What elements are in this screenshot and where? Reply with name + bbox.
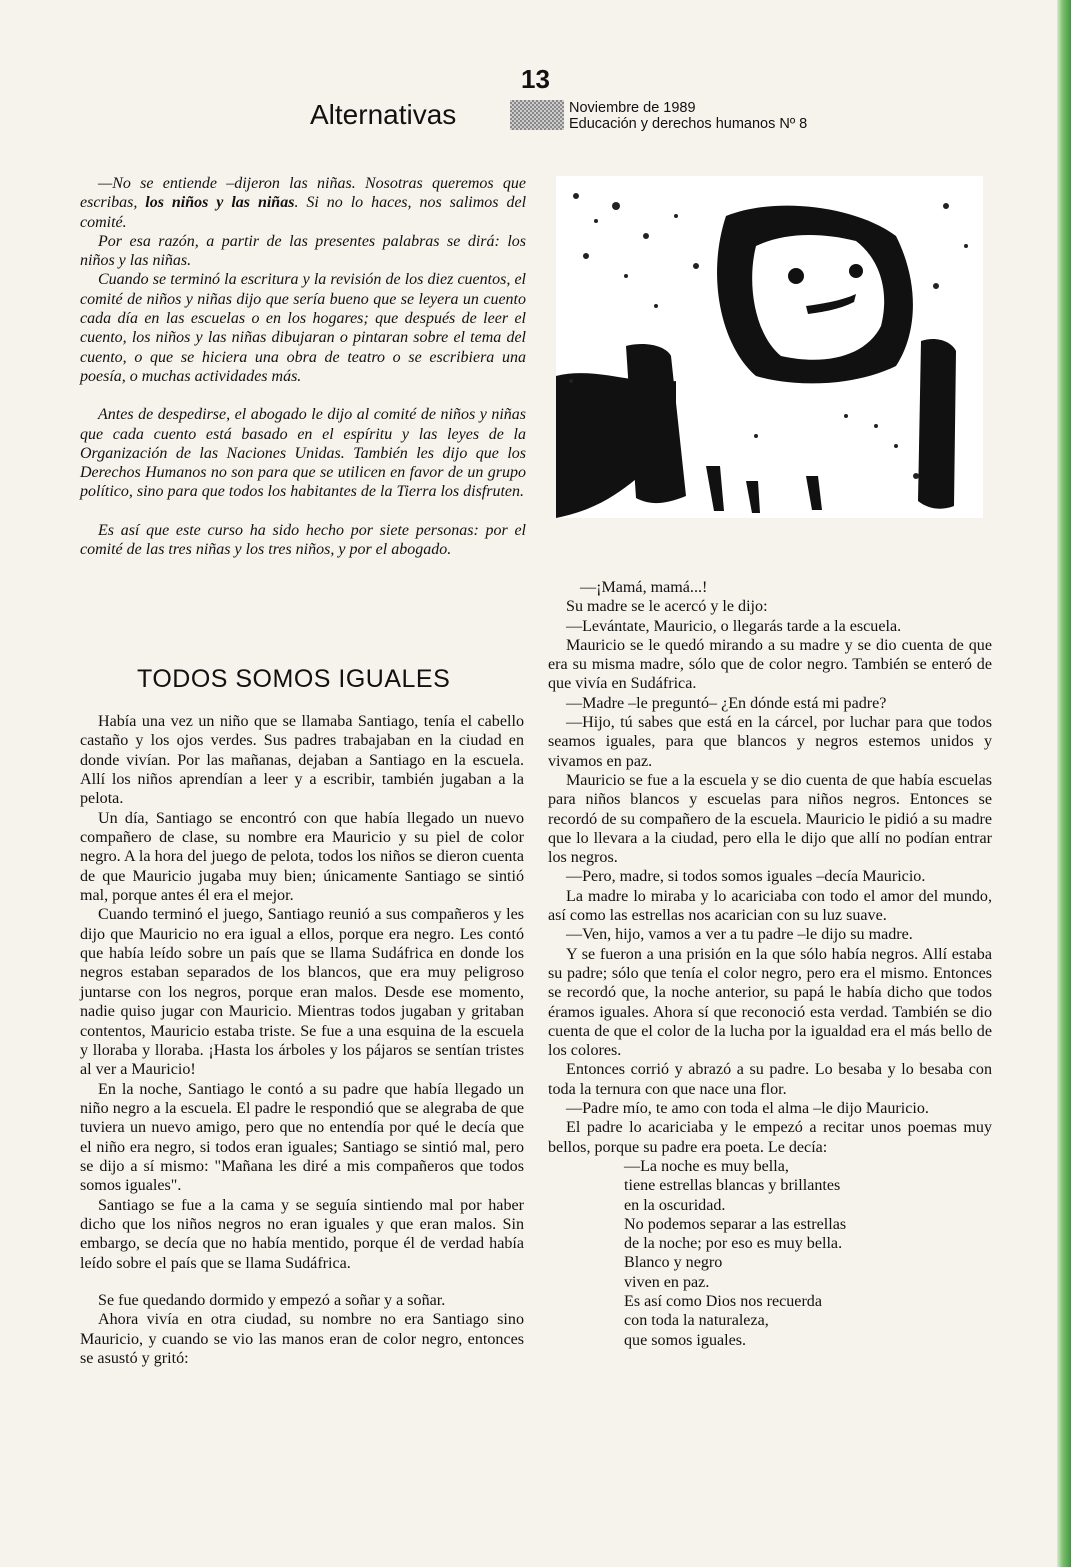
intro-paragraph: Cuando se terminó la escritura y la revisión de los diez cuentos, el comité de niños y niñas dijo que sería bueno que se leyera un cuento cada día en las escuelas o en los hogares; que después de leer el cuento, los niños y las niñas dibujaran o pintaran sobre el tema del cuento, o que se hiciera una obra de teatro o se escribiera una poesía, o muchas actividades más. xyxy=(80,271,526,385)
issue-section: Educación y derechos humanos Nº 8 xyxy=(569,116,808,132)
intro-emphasis: los niños y las niñas xyxy=(145,194,295,212)
story-paragraph: Se fue quedando dormido y empezó a soñar y a soñar. xyxy=(98,1291,446,1309)
story-paragraph: La madre lo miraba y lo acariciaba con todo el amor del mundo, así como las estrellas nos acarician con su luz suave. xyxy=(548,887,992,925)
intro-paragraph: Por esa razón, a partir de las presentes palabras se dirá: los niños y las niñas. xyxy=(80,232,526,270)
masthead-pattern xyxy=(510,100,564,130)
story-paragraph: Mauricio se le quedó mirando a su madre y se dio cuenta de que era su misma madre, sólo que de color negro. También se enteró de que vivía en Sudáfrica. xyxy=(548,636,992,693)
poem-line: que somos iguales. xyxy=(624,1331,747,1349)
story-paragraph: Su madre se le acercó y le dijo: xyxy=(566,598,768,616)
story-paragraph: Había una vez un niño que se llamaba Santiago, tenía el cabello castaño y los ojos verdes. Sus padres trabajaban en la ciudad en donde vivían. Por las mañanas, dejaban a Santiago en la escuela. Allí los niños aprendían a leer y a escribir, también jugaban a la pelota. xyxy=(80,713,524,808)
story-paragraph: Santiago se fue a la cama y se seguía sintiendo mal por haber dicho que los niños negros no eran iguales y que eran malos. Sin embargo, se decía que no había mentido, porque él de verdad había leído sobre el país que se llama Sudáfrica. xyxy=(80,1196,524,1272)
issue-info xyxy=(569,100,807,132)
publication-title: Alternativas xyxy=(310,99,457,130)
story-paragraph: Entonces corrió y abrazó a su padre. Lo besaba y lo besaba con toda la ternura con que nace una flor. xyxy=(548,1061,992,1098)
poem-line: con toda la naturaleza, xyxy=(624,1312,769,1330)
child-drawing-illustration xyxy=(556,176,983,518)
story-paragraph: —Madre –le preguntó– ¿En dónde está mi padre? xyxy=(566,694,887,712)
poem-line: No podemos separar a las estrellas xyxy=(624,1215,847,1233)
story-paragraph: Y se fueron a una prisión en la que sólo había negros. Allí estaba su padre; sólo que tenía el color negro, pero era el mismo. Entonces se recordó que, la noche anterior, su papá le había dicho que todos éramos iguales. Ahora sí que reconoció esta verdad. También se dio cuenta de que el color de la lucha por la igualdad era el más bello de los colores. xyxy=(548,945,992,1060)
story-paragraph: Un día, Santiago se encontró con que había llegado un nuevo compañero de clase, su nombre era Mauricio y su piel de color negro. A la hora del juego de pelota, todos los niños se dieron cuenta de que Mauricio jugaba muy bien; únicamente Santiago se sintió mal, porque antes él era el mejor. xyxy=(80,809,524,905)
poem-line: en la oscuridad. xyxy=(624,1196,726,1214)
story-left-column xyxy=(80,712,524,1368)
story-paragraph: —Pero, madre, si todos somos iguales –decía Mauricio. xyxy=(566,868,926,886)
page-number: 13 xyxy=(521,64,550,94)
poem-line: de la noche; por eso es muy bella. xyxy=(624,1235,843,1253)
story-paragraph: En la noche, Santiago le contó a su padre que había llegado un niño negro a la escuela. El padre le respondió que se alegraba de que tuviera un nuevo amigo, pero que no entendía por qué le decía que el niño era negro, si todos eran iguales; Santiago se sintió mal, pero se dijo a sí mismo: "Mañana les diré a mis compañeros que todos somos iguales". xyxy=(80,1080,524,1195)
poem-line: —La noche es muy bella, xyxy=(624,1157,789,1175)
poem-line: Es así como Dios nos recuerda xyxy=(624,1292,822,1310)
issue-date: Noviembre de 1989 xyxy=(569,100,696,116)
poem-line: viven en paz. xyxy=(624,1273,710,1291)
page-edge xyxy=(1057,0,1071,1567)
poem-line: tiene estrellas blancas y brillantes xyxy=(624,1177,841,1195)
intro-paragraph: —No se entiende –dijeron las niñas. Nosotras queremos que escribas, los niños y las niñas. Si no lo haces, nos salimos del comité. xyxy=(80,175,527,231)
poem xyxy=(624,1157,992,1350)
story-paragraph: —¡Mamá, mamá...! xyxy=(580,579,708,596)
story-paragraph: —Hijo, tú sabes que está en la cárcel, por luchar para que todos seamos iguales, para que blancos y negros estemos unidos y vivamos en paz. xyxy=(548,714,992,770)
story-paragraph: Mauricio se fue a la escuela y se dio cuenta de que había escuelas para niños blancos y escuelas para niños negros. Entonces se recordó de su compañero de la escuela. Mauricio le pidió a su madre que lo llevara a la ciudad, pero ella le dijo que allí no podían entrar los negros. xyxy=(548,771,992,867)
poem-line: Blanco y negro xyxy=(624,1254,723,1272)
story-paragraph: Cuando terminó el juego, Santiago reunió a sus compañeros y les dijo que Mauricio no era igual a ellos, porque era negro. Les contó que había leído sobre un país que se llama Sudáfrica en donde los negros estaban separados de los blancos, que era muy peligroso juntarse con los negros, porque eran malos. Desde ese momento, nadie quiso jugar con Mauricio. Mientras todos jugaban y gritaban contentos, Mauricio estaba triste. Se fue a una esquina de la escuela y lloraba y lloraba. ¡Hasta los árboles y los pájaros se sentían tristes al ver a Mauricio! xyxy=(80,906,524,1079)
story-paragraph: —Ven, hijo, vamos a ver a tu padre –le dijo su madre. xyxy=(566,926,913,944)
story-paragraph: —Levántate, Mauricio, o llegarás tarde a la escuela. xyxy=(566,617,902,635)
story-paragraph: Ahora vivía en otra ciudad, su nombre no era Santiago sino Mauricio, y cuando se vio las manos eran de color negro, entonces se asustó y gritó: xyxy=(80,1311,524,1367)
story-title: TODOS SOMOS IGUALES xyxy=(137,665,451,693)
intro-paragraph: Antes de despedirse, el abogado le dijo al comité de niños y niñas que cada cuento está basado en el espíritu y las leyes de la Organización de las Naciones Unidas. También les dijo que los Derechos Humanos no son para que se utilicen en favor de un grupo político, sino para que todos los habitantes de la Tierra los disfruten. xyxy=(80,406,526,501)
story-right-column xyxy=(548,578,992,1350)
intro-text xyxy=(80,174,526,559)
story-paragraph: El padre lo acariciaba y le empezó a recitar unos poemas muy bellos, porque su padre era poeta. Le decía: xyxy=(548,1119,992,1156)
intro-paragraph: Es así que este curso ha sido hecho por siete personas: por el comité de las tres niñas y los tres niños, y por el abogado. xyxy=(80,521,526,559)
story-paragraph: —Padre mío, te amo con toda el alma –le dijo Mauricio. xyxy=(566,1100,929,1118)
